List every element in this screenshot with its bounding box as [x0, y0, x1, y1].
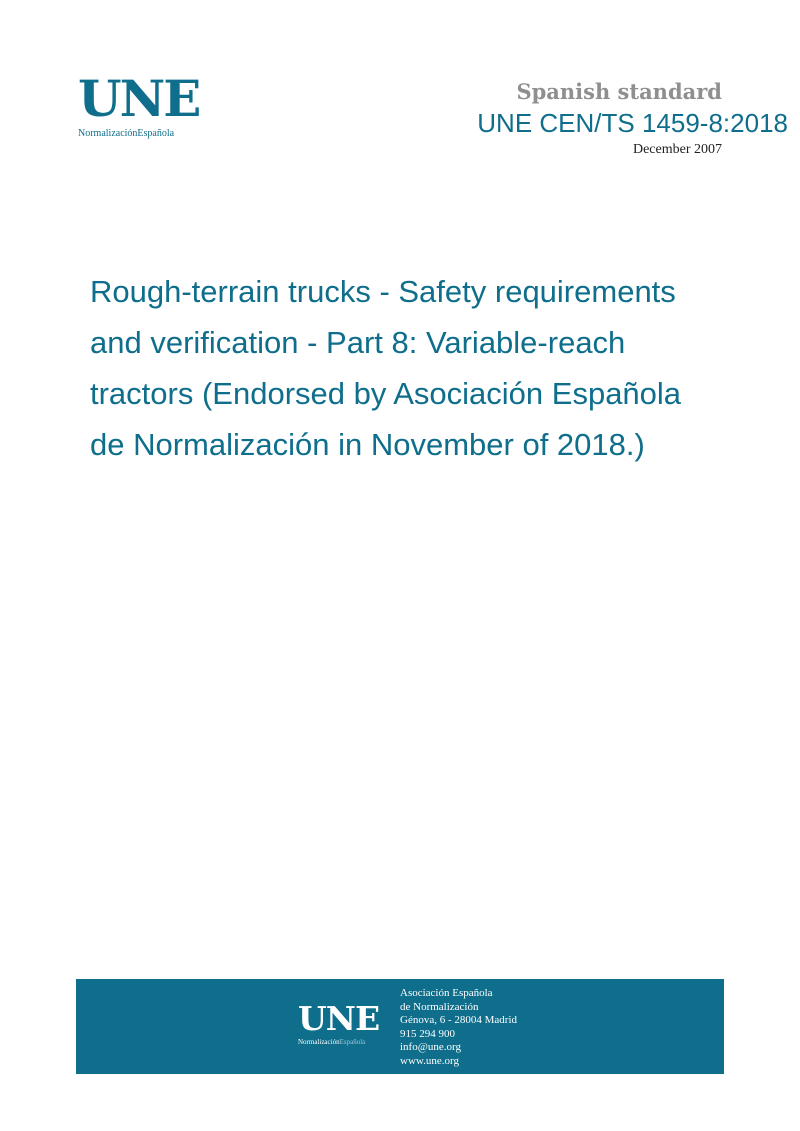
standard-kind: Spanish standard [516, 79, 722, 104]
une-logo [78, 69, 200, 139]
document-title [90, 266, 730, 470]
standard-header [477, 78, 788, 157]
contact-address: Génova, 6 - 28004 Madrid [400, 1014, 518, 1026]
standard-date: December 2007 [632, 142, 722, 157]
logo-subtitle [78, 128, 198, 139]
footer-logo-subtitle-b: Española [339, 1038, 366, 1046]
contact-email: info@une.org [400, 1041, 461, 1053]
contact-phone: 915 294 900 [400, 1027, 455, 1040]
contact-org-line: Asociación Española [400, 987, 493, 999]
logo-subtitle-b: Española [137, 128, 175, 139]
logo-wordmark: UNE [78, 69, 200, 128]
standard-code: UNE CEN/TS 1459-8:2018 [477, 108, 788, 138]
footer-logo-subtitle [298, 1038, 379, 1046]
footer-banner [76, 979, 724, 1074]
title-line: and verification - Part 8: Variable-reach [90, 325, 626, 360]
contact-website: www.une.org [400, 1054, 459, 1067]
contact-org-line: de Normalización [400, 1000, 479, 1013]
title-line: de Normalización in November of 2018.) [90, 427, 645, 462]
logo-subtitle-a: Normalización [78, 128, 138, 139]
footer-logo-subtitle-a: Normalización [298, 1038, 340, 1046]
contact-block [400, 987, 517, 1068]
footer-logo [298, 999, 380, 1046]
footer-logo-wordmark: UNE [298, 999, 380, 1038]
title-line: tractors (Endorsed by Asociación Española [90, 376, 682, 411]
title-line: Rough-terrain trucks - Safety requirements [90, 274, 676, 309]
